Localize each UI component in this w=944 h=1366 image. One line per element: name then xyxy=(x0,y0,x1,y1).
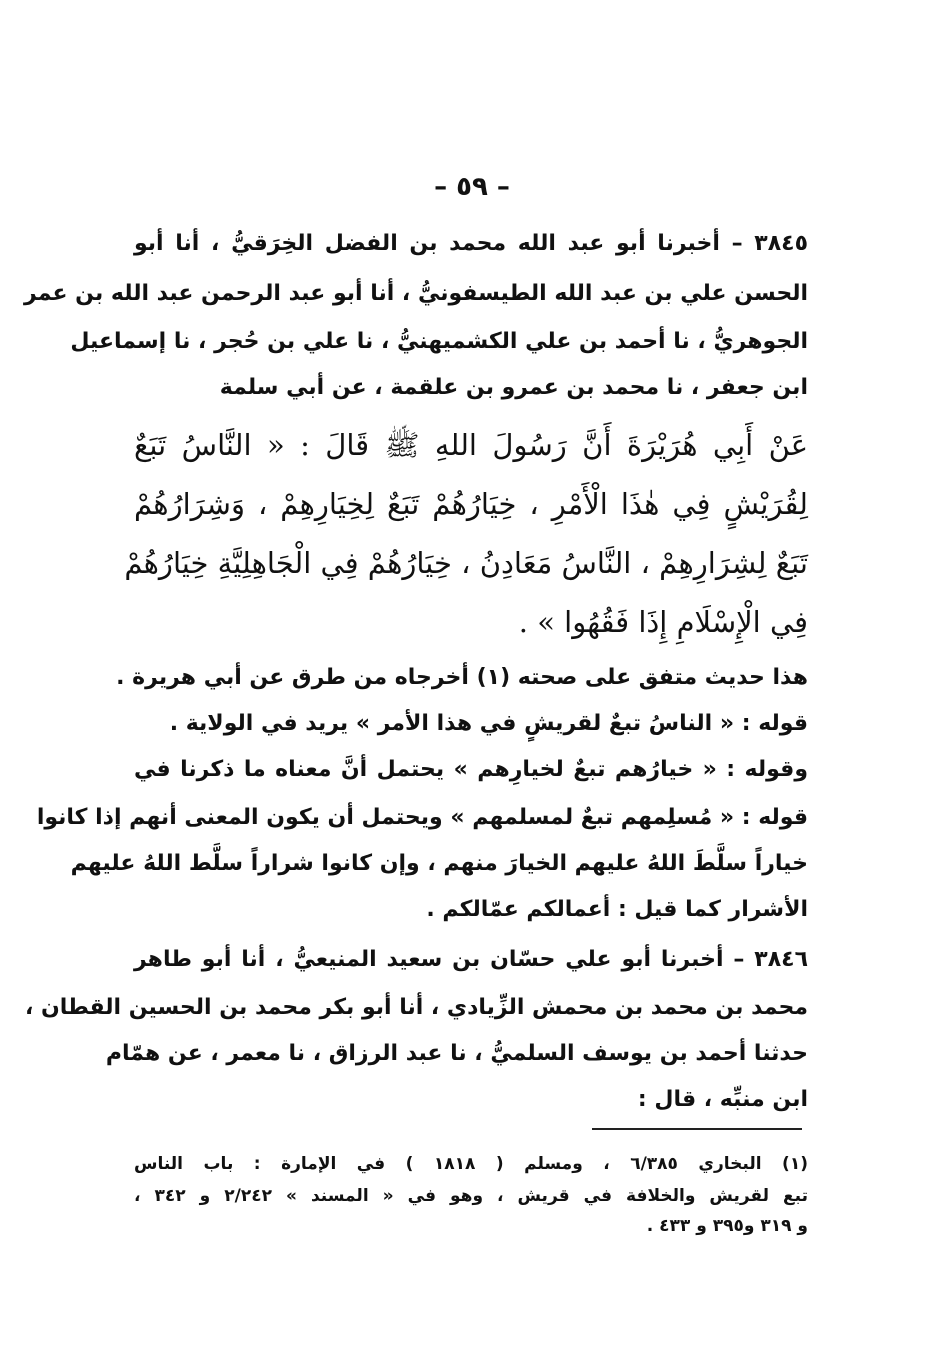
footnote-line: تبع لقريش والخلافة في قريش ، وهو في « المسند » ٢/٢٤٢ و ٣٤٢ ، xyxy=(134,1186,808,1206)
footnote-line: و ٣١٩ و٣٩٥ و ٤٣٣ . xyxy=(646,1216,808,1236)
text-line: وقوله : « خيارُهم تبعٌ لخيارِهم » يحتمل أنَّ معناه ما ذكرنا في xyxy=(134,757,808,782)
footnote-line: (١) البخاري ٦/٣٨٥ ، ومسلم ( ١٨١٨ ) في الإمارة : باب الناس xyxy=(134,1154,808,1174)
text-line: ٣٨٤٦ – أخبرنا أبو علي حسّان بن سعيد المنيعيُّ ، أنا أبو طاهر xyxy=(134,947,808,972)
text-line: الأشرار كما قيل : أعمالكم عمّالكم . xyxy=(426,897,808,922)
text-line: الجوهريُّ ، نا أحمد بن علي الكشميهنيُّ ، نا علي بن حُجر ، نا إسماعيل xyxy=(70,329,808,354)
text-line: لِقُرَيْشٍ فِي هٰذَا الْأَمْرِ ، خِيَارُهُمْ تَبَعٌ لِخِيَارِهِمْ ، وَشِرَارُهُمْ xyxy=(134,487,808,521)
text-line: عَنْ أَبِي هُرَيْرَةَ أَنَّ رَسُولَ اللهِ ﷺ قَالَ : « النَّاسُ تَبَعٌ xyxy=(134,428,808,462)
footnote-divider xyxy=(592,1128,802,1130)
text-line: قوله : « مُسلِمهم تبعٌ لمسلمهم » ويحتمل أن يكون المعنى أنهم إذا كانوا xyxy=(36,805,808,830)
page-number: – ٥٩ – xyxy=(434,172,510,202)
text-line: محمد بن محمد بن محمش الزِّيادي ، أنا أبو بكر محمد بن الحسين القطان ، xyxy=(24,995,808,1020)
text-line: هذا حديث متفق على صحته (١) أخرجاه من طرق عن أبي هريرة . xyxy=(116,665,808,690)
text-line: تَبَعٌ لِشِرَارِهِمْ ، النَّاسُ مَعَادِنُ ، خِيَارُهُمْ فِي الْجَاهِلِيَّةِ خِيَارُهُمْ xyxy=(124,546,808,580)
text-line: فِي الْإِسْلَامِ إِذَا فَقُهُوا » . xyxy=(518,605,808,639)
text-line: قوله : « الناسُ تبعٌ لقريشٍ في هذا الأمر » يريد في الولاية . xyxy=(169,711,808,736)
text-line: خياراً سلَّطَ اللهُ عليهم الخيارَ منهم ، وإن كانوا شراراً سلَّط اللهُ عليهم xyxy=(70,851,808,876)
text-line: الحسن علي بن عبد الله الطيسفونيُّ ، أنا أبو عبد الرحمن عبد الله بن عمر xyxy=(24,281,808,306)
text-line: ٣٨٤٥ – أخبرنا أبو عبد الله محمد بن الفضل الخِرَقيُّ ، أنا أبو xyxy=(134,231,808,256)
text-line: ابن منبِّه ، قال : xyxy=(637,1087,808,1112)
text-line: ابن جعفر ، نا محمد بن عمرو بن علقمة ، عن أبي سلمة xyxy=(219,375,808,400)
text-line: حدثنا أحمد بن يوسف السلميُّ ، نا عبد الرزاق ، نا معمر ، عن همّام xyxy=(105,1041,808,1066)
